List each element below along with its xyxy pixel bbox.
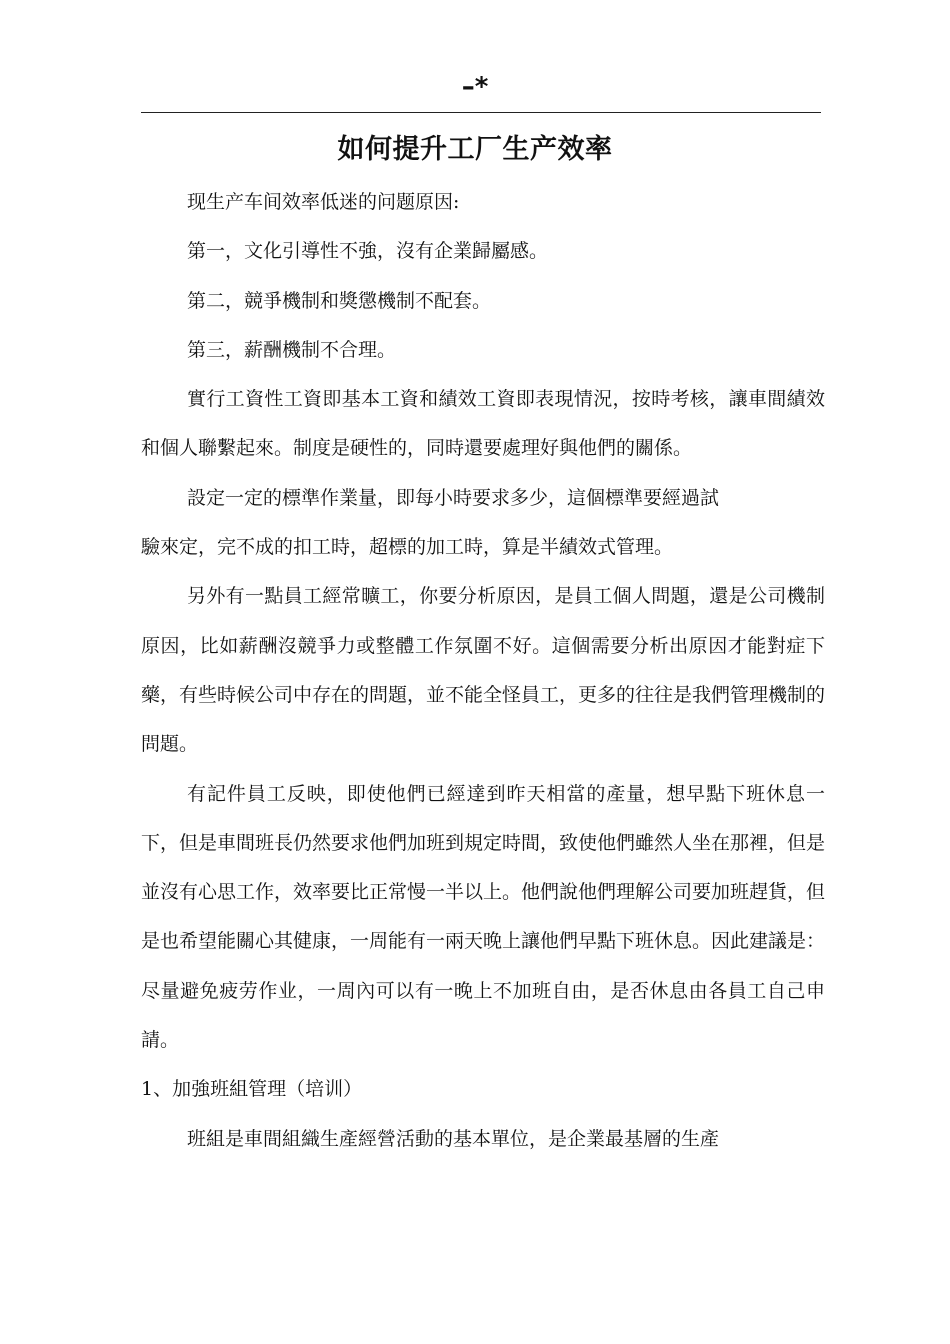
paragraph-reason-3: 第三，薪酬機制不合理。 bbox=[187, 338, 397, 361]
paragraph-absence: 另外有一點員工經常曠工，你要分析原因，是員工個人問題，還是公司機制原因，比如薪酬沒競爭力或整體工作氛圍不好。這個需要分析出原因才能對症下藥，有些時候公司中存在的問題，並不能全怪員工，更多的往往是我們管理機制的問題。 bbox=[141, 585, 826, 756]
section-heading: 1、加強班組管理（培训） bbox=[141, 1078, 363, 1101]
paragraph-team: 班組是車間組織生產經營活動的基本單位，是企業最基層的生產 bbox=[187, 1127, 720, 1150]
document-title: 如何提升工厂生产效率 bbox=[337, 134, 613, 165]
paragraph-intro: 现生产车间效率低迷的问题原因: bbox=[187, 191, 460, 213]
paragraph-standard: 設定一定的標準作業量，即每小時要求多少，這個標準要經過試 bbox=[187, 486, 720, 509]
paragraph-reason-2: 第二，競爭機制和獎懲機制不配套。 bbox=[187, 289, 492, 312]
header-mark: –* bbox=[461, 72, 489, 102]
paragraph-overtime: 有記件員工反映，即使他們已經達到昨天相當的產量，想早點下班休息一下，但是車間班長仍然要求他們加班到規定時間，致使他們雖然人坐在那裡，但是並沒有心思工作，效率要比正常慢一半以上。他們說他們理解公司要加班趕貨，但是也希望能關心其健康，一周能有一兩天晚上讓他們早點下班休息。因此建議是：尽量避免疲劳作业，一周內可以有一晚上不加班自由，是否休息由各員工自己申請。 bbox=[141, 782, 826, 1052]
document-body bbox=[141, 178, 825, 1164]
paragraph-reason-1: 第一，文化引導性不強，沒有企業歸屬感。 bbox=[187, 240, 549, 263]
paragraph-standard-cont: 驗來定，完不成的扣工時，超標的加工時，算是半績效式管理。 bbox=[141, 536, 674, 559]
header-rule bbox=[141, 112, 821, 113]
paragraph-wages: 實行工資性工資即基本工資和績效工資即表現情況，按時考核，讓車間績效和個人聯繫起來。制度是硬性的，同時還要處理好與他們的關係。 bbox=[141, 388, 825, 460]
